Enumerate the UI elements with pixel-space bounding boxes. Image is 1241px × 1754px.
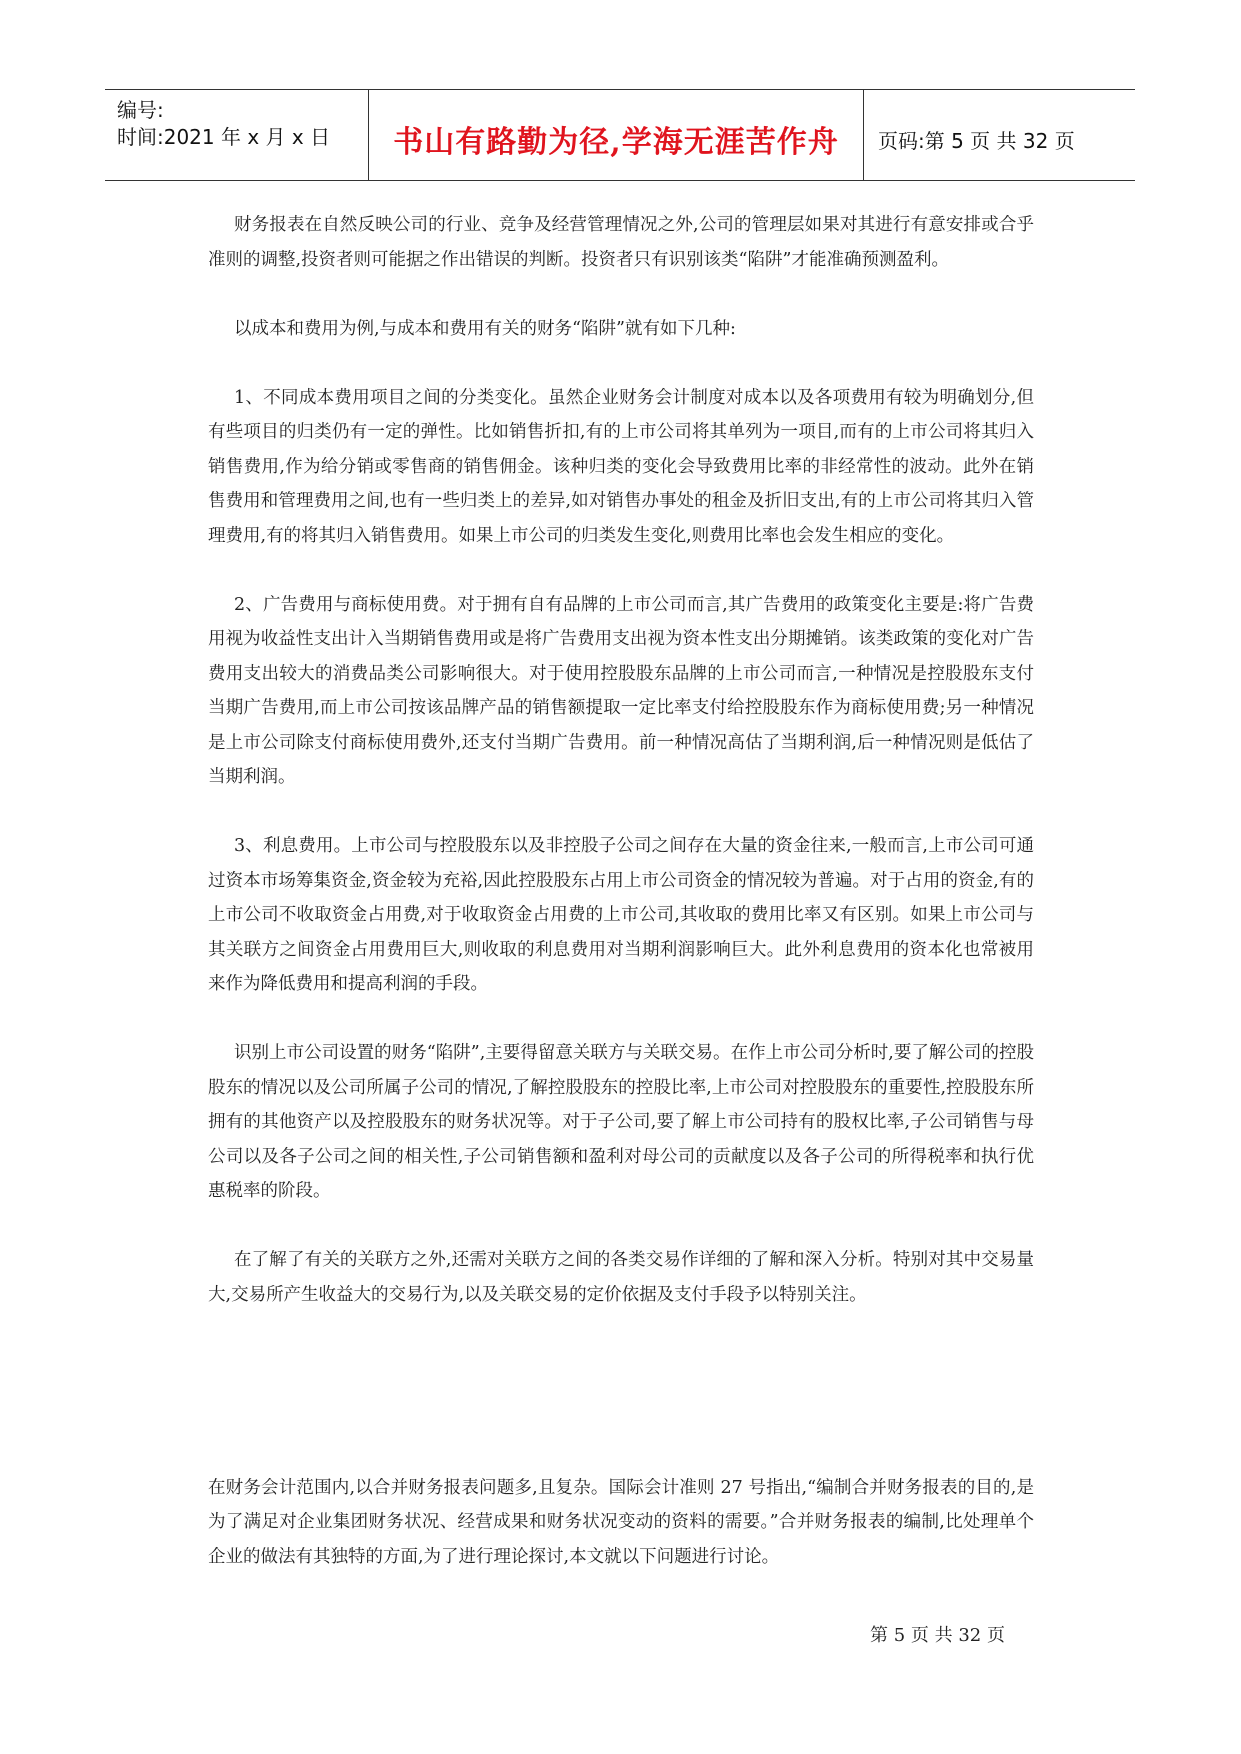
paragraph-item-2: 2、广告费用与商标使用费。对于拥有自有品牌的上市公司而言,其广告费用的政策变化主要是:将广告费用视为收益性支出计入当期销售费用或是将广告费用支出视为资本性支出分期摊销。该类政策的变化对广告费用支出较大的消费品类公司影响很大。对于使用控股股东品牌的上市公司而言,一种情况是控股股东支付当期广告费用,而上市公司按该品牌产品的销售额提取一定比率支付给控股股东作为商标使用费;另一种情况是上市公司除支付商标使用费外,还支付当期广告费用。前一种情况高估了当期利润,后一种情况则是低估了当期利润。 (208, 594, 1034, 787)
paragraph-cost-example: 以成本和费用为例,与成本和费用有关的财务“陷阱”就有如下几种: (234, 318, 736, 339)
paragraph-item-1: 1、不同成本费用项目之间的分类变化。虽然企业财务会计制度对成本以及各项费用有较为明确划分,但有些项目的归类仍有一定的弹性。比如销售折扣,有的上市公司将其单列为一项目,而有的上市公司将其归入销售费用,作为给分销或零售商的销售佣金。该种归类的变化会导致费用比率的非经常性的波动。此外在销售费用和管理费用之间,也有一些归类上的差异,如对销售办事处的租金及折旧支出,有的上市公司将其归入管理费用,有的将其归入销售费用。如果上市公司的归类发生变化,则费用比率也会发生相应的变化。 (208, 387, 1034, 546)
header-left-cell (105, 90, 369, 180)
page-footer: 第 5 页 共 32 页 (870, 1625, 1005, 1646)
page-header (105, 89, 1135, 181)
header-motto: 书山有路勤为径,学海无涯苦作舟 (393, 125, 839, 160)
document-number-label: 编号: (117, 98, 164, 122)
header-page-label: 页码:第 5 页 共 32 页 (878, 128, 1075, 153)
paragraph-intro: 财务报表在自然反映公司的行业、竞争及经营管理情况之外,公司的管理层如果对其进行有意安排或合乎准则的调整,投资者则可能据之作出错误的判断。投资者只有识别该类“陷阱”才能准确预测盈利。 (208, 215, 1034, 270)
document-body (208, 208, 1034, 1609)
paragraph-item-3: 3、利息费用。上市公司与控股股东以及非控股子公司之间存在大量的资金往来,一般而言,上市公司可通过资本市场筹集资金,资金较为充裕,因此控股股东占用上市公司资金的情况较为普遍。对于占用的资金,有的上市公司不收取资金占用费,对于收取资金占用费的上市公司,其收取的费用比率又有区别。如果上市公司与其关联方之间资金占用费用巨大,则收取的利息费用对当期利润影响巨大。此外利息费用的资本化也常被用来作为降低费用和提高利润的手段。 (208, 836, 1034, 994)
document-time-label: 时间:2021 年 x 月 x 日 (117, 125, 331, 149)
section-gap (208, 1347, 1034, 1471)
paragraph-transactions: 在了解了有关的关联方之外,还需对关联方之间的各类交易作详细的了解和深入分析。特别对其中交易量大,交易所产生收益大的交易行为,以及关联交易的定价依据及支付手段予以特别关注。 (208, 1250, 1034, 1305)
header-center-cell (369, 90, 864, 180)
paragraph-related-parties: 识别上市公司设置的财务“陷阱”,主要得留意关联方与关联交易。在作上市公司分析时,要了解公司的控股股东的情况以及公司所属子公司的情况,了解控股股东的控股比率,上市公司对控股股东的重要性,控股股东所拥有的其他资产以及控股股东的财务状况等。对于子公司,要了解上市公司持有的股权比率,子公司销售与母公司以及各子公司之间的相关性,子公司销售额和盈利对母公司的贡献度以及各子公司的所得税率和执行优惠税率的阶段。 (208, 1043, 1034, 1201)
header-right-cell (864, 90, 1135, 180)
paragraph-closing: 在财务会计范围内,以合并财务报表问题多,且复杂。国际会计准则 27 号指出,“编制合并财务报表的目的,是为了满足对企业集团财务状况、经营成果和财务状况变动的资料的需要。”合并财务报表的编制,比处理单个企业的做法有其独特的方面,为了进行理论探讨,本文就以下问题进行讨论。 (208, 1477, 1034, 1567)
